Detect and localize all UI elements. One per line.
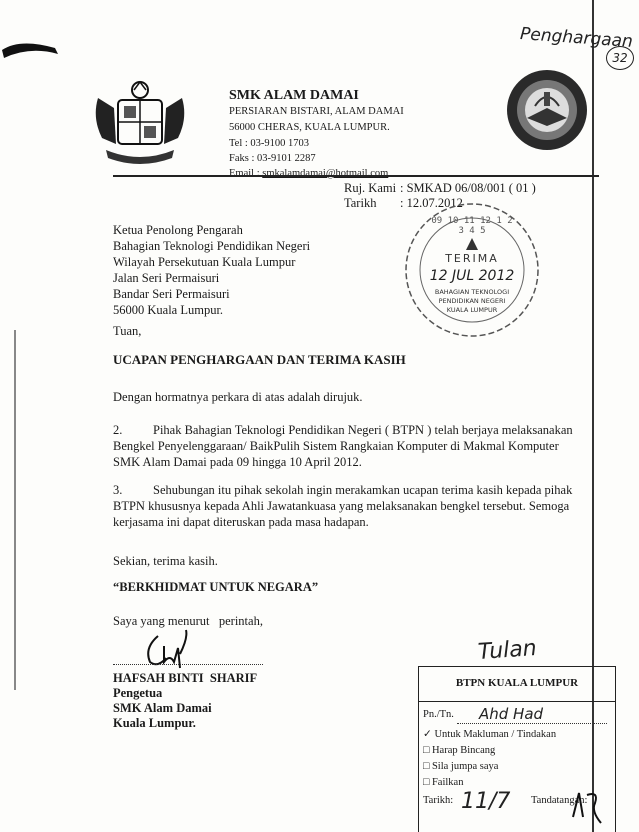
routing-title-rule	[419, 701, 615, 702]
para2-line3: SMK Alam Damai pada 09 hingga 10 April 2012.	[113, 455, 362, 469]
ref-ruj-value: : SMKAD 06/08/001 ( 01 )	[400, 181, 536, 195]
routing-option	[423, 775, 463, 790]
subject-heading: UCAPAN PENGHARGAAN DAN TERIMA KASIH	[113, 352, 406, 367]
corner-number: 32	[612, 51, 628, 65]
routing-title: BTPN KUALA LUMPUR	[455, 677, 579, 689]
routing-to-value: Ahd Had	[479, 705, 544, 723]
signatory-city: Kuala Lumpur.	[113, 716, 196, 730]
routing-date-label: Tarikh:	[423, 795, 454, 806]
school-logo	[505, 68, 589, 152]
para2-line2: Bengkel Penyelenggaraan/ BaikPulih Sistem Rangkaian Komputer di Makmal Komputer	[113, 439, 559, 453]
para3-line1: Sehubungan itu pihak sekolah ingin merakamkan ucapan terima kasih kepada pihak	[153, 483, 573, 497]
stamp-org-line3: KUALA LUMPUR	[446, 306, 498, 314]
routing-date-value: 11/7	[461, 789, 511, 814]
ref-ruj-label: Ruj. Kami	[344, 181, 397, 195]
routing-signature-mark	[569, 787, 609, 827]
coat-of-arms-logo	[88, 78, 192, 168]
signatory-title: Pengetua	[113, 686, 163, 700]
stamp-received: TERIMA	[445, 252, 499, 265]
opening-line: Dengan hormatnya perkara di atas adalah dirujuk.	[113, 390, 363, 404]
scan-edge-line	[14, 330, 16, 690]
corner-note: Penghargaan	[519, 24, 634, 52]
routing-option	[423, 727, 556, 742]
para3-line3: kerjasama ini dapat diteruskan pada masa hadapan.	[113, 515, 369, 529]
stamp-org-line2: PENDIDIKAN NEGERI	[438, 297, 506, 305]
option-mark: □	[423, 777, 432, 788]
recipient-line: Ketua Penolong Pengarah	[113, 223, 243, 237]
para3-number: 3.	[113, 483, 123, 497]
received-stamp	[402, 200, 542, 340]
school-fax: Faks : 03-9101 2287	[229, 153, 316, 164]
routing-option	[423, 743, 495, 758]
routing-option-label: Sila jumpa saya	[431, 761, 499, 772]
salutation: Tuan,	[113, 324, 142, 338]
scan-edge-mark	[0, 20, 60, 60]
para2-number: 2.	[113, 423, 123, 437]
school-address2: 56000 CHERAS, KUALA LUMPUR.	[229, 122, 390, 133]
routing-signed-label: Tandatangan:	[531, 795, 588, 806]
ref-tarikh-value: : 12.07.2012	[400, 196, 463, 210]
motto: “BERKHIDMAT UNTUK NEGARA”	[113, 580, 319, 594]
recipient-line: Bahagian Teknologi Pendidikan Negeri	[113, 239, 311, 253]
signatory-name: HAFSAH BINTI SHARIF	[113, 671, 258, 685]
routing-option-label: Failkan	[431, 777, 464, 788]
signatory-school: SMK Alam Damai	[113, 701, 212, 715]
option-mark: □	[423, 761, 432, 772]
closing-line: Sekian, terima kasih.	[113, 554, 218, 568]
school-address1: PERSIARAN BISTARI, ALAM DAMAI	[229, 106, 404, 117]
stamp-org-line1: BAHAGIAN TEKNOLOGI	[434, 288, 510, 296]
ref-tarikh-label: Tarikh	[344, 196, 377, 210]
signature-image	[140, 628, 200, 672]
school-email-row	[229, 167, 388, 181]
yours-faithfully: Saya yang menurut perintah,	[113, 614, 263, 628]
routing-stamp-box	[418, 666, 616, 832]
email-link[interactable]: smkalamdamai@hotmail.com	[262, 168, 389, 179]
para2-line1: Pihak Bahagian Teknologi Pendidikan Negeri ( BTPN ) telah berjaya melaksanakan	[153, 423, 573, 437]
routing-handwritten-top: Tulan	[477, 635, 538, 666]
stamp-ring: 09 10 11 12 1 2 3 4 5	[431, 216, 513, 236]
header-rule	[113, 175, 599, 177]
school-tel: Tel : 03-9100 1703	[229, 138, 310, 149]
option-mark: □	[423, 745, 432, 756]
para3-line2: BTPN khususnya kepada Ahli Jawatankuasa yang melaksanakan bengkel tersebut. Semoga	[113, 499, 570, 513]
routing-to-label: Pn./Tn.	[423, 709, 454, 720]
recipient-line: Wilayah Persekutuan Kuala Lumpur	[113, 255, 296, 269]
option-mark: ✓	[423, 729, 435, 740]
recipient-line: 56000 Kuala Lumpur.	[113, 303, 224, 317]
recipient-line: Jalan Seri Permaisuri	[113, 271, 220, 285]
email-label: Email :	[229, 168, 263, 179]
stamp-date: 12 JUL 2012	[429, 268, 515, 284]
routing-option-label: Untuk Makluman / Tindakan	[434, 729, 557, 740]
recipient-block	[113, 222, 310, 318]
routing-option-label: Harap Bincang	[431, 745, 496, 756]
corner-number-circle	[606, 46, 634, 70]
routing-option	[423, 759, 498, 774]
school-name: SMK ALAM DAMAI	[229, 88, 359, 103]
routing-to-line	[457, 723, 607, 724]
signature-line	[113, 664, 263, 665]
recipient-line: Bandar Seri Permaisuri	[113, 287, 230, 301]
